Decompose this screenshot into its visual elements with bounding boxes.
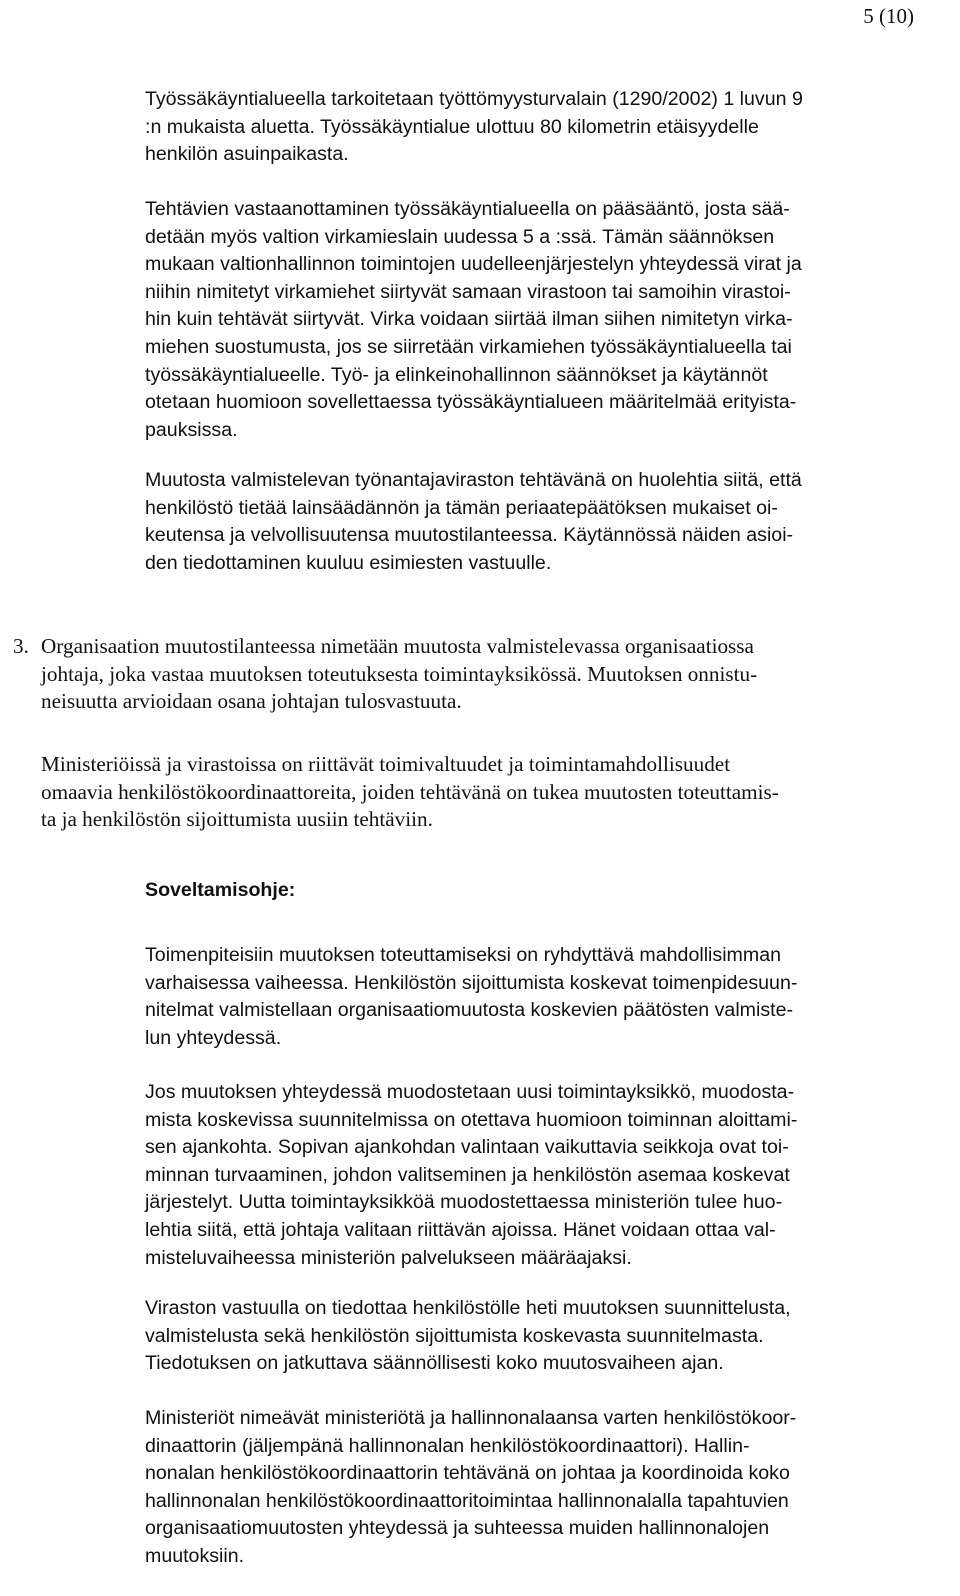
- text-line: detään myös valtion virkamieslain uudessa 5 a :ssä. Tämän säännöksen: [145, 225, 775, 248]
- text-line: minnan turvaaminen, johdon valitseminen ja henkilöstön asemaa koskevat: [145, 1163, 790, 1186]
- text-line: varhaisessa vaiheessa. Henkilöstön sijoittumista koskevat toimenpidesuun-: [145, 971, 798, 994]
- paragraph-coordinators: [41, 751, 941, 834]
- text-line: nitelmat valmistellaan organisaatiomuutosta koskevien päätösten valmiste-: [145, 999, 794, 1022]
- list-item-organisation-leader: [41, 633, 941, 716]
- text-line: Ministeriöissä ja virastoissa on riittävät toimivaltuudet ja toimintamahdollisuudet: [41, 752, 731, 776]
- text-line: pauksissa.: [145, 418, 238, 441]
- paragraph-early-measures: [145, 942, 935, 1052]
- text-line: misteluvaiheessa ministeriön palvelukseen määräajaksi.: [145, 1246, 632, 1269]
- paragraph-informing: [145, 1295, 935, 1378]
- text-line: muutoksiin.: [145, 1544, 245, 1567]
- text-line: den tiedottaminen kuuluu esimiesten vastuulle.: [145, 551, 552, 574]
- text-line: organisaatiomuutosten yhteydessä ja suhteessa muiden hallinnonalojen: [145, 1517, 770, 1540]
- paragraph-employer-duty: [145, 467, 935, 577]
- text-line: :n mukaista aluetta. Työssäkäyntialue ulottuu 80 kilometrin etäisyydelle: [145, 115, 759, 138]
- text-line: lehtia siitä, että johtaja valitaan riittävän ajoissa. Hänet voidaan ottaa val-: [145, 1218, 776, 1241]
- text-line: työssäkäyntialueelle. Työ- ja elinkeinohallinnon säännökset ja käytännöt: [145, 363, 768, 386]
- text-line: lun yhteydessä.: [145, 1026, 282, 1049]
- text-line: hallinnonalan henkilöstökoordinaattoritoimintaa hallinnonalalla tapahtuvien: [145, 1489, 789, 1512]
- text-line: keutensa ja velvollisuutensa muutostilanteessa. Käytännössä näiden asioi-: [145, 524, 794, 547]
- text-line: sen ajankohta. Sopivan ajankohdan valintaan vaikuttavia seikkoja ovat toi-: [145, 1136, 789, 1159]
- paragraph-ministry-coordinator: [145, 1405, 935, 1571]
- text-line: hin kuin tehtävät siirtyvät. Virka voidaan siirtää ilman siihen nimitetyn virka-: [145, 308, 793, 331]
- text-line: nonalan henkilöstökoordinaattorin tehtävänä on johtaa ja koordinoida koko: [145, 1462, 790, 1485]
- text-line: mukaan valtionhallinnon toimintojen uudelleenjärjestelyn yhteydessä virat ja: [145, 253, 802, 276]
- page-number: 5 (10): [863, 4, 914, 28]
- text-line: miehen suostumusta, jos se siirretään virkamiehen työssäkäyntialueella tai: [145, 335, 792, 358]
- section-heading: Soveltamisohje:: [145, 879, 296, 901]
- text-line: Viraston vastuulla on tiedottaa henkilöstölle heti muutoksen suunnittelusta,: [145, 1297, 791, 1319]
- paragraph-new-unit: [145, 1079, 935, 1272]
- text-line: Työssäkäyntialueella tarkoitetaan työttömyysturvalain (1290/2002) 1 luvun 9: [145, 88, 803, 110]
- text-line: mista koskevissa suunnitelmissa on otettava huomioon toiminnan aloittami-: [145, 1108, 798, 1131]
- text-line: Tehtävien vastaanottaminen työssäkäyntialueella on pääsääntö, josta sää-: [145, 198, 790, 220]
- text-line: niihin nimitetyt virkamiehet siirtyvät samaan virastoon tai samoihin virastoi-: [145, 280, 791, 303]
- paragraph-work-area-definition: [145, 86, 935, 169]
- text-line: omaavia henkilöstökoordinaattoreita, joiden tehtävänä on tukea muutosten toteuttamis-: [41, 779, 779, 804]
- text-line: Jos muutoksen yhteydessä muodostetaan uusi toimintayksikkö, muodosta-: [145, 1081, 795, 1103]
- text-line: järjestelyt. Uutta toimintayksikköä muodostettaessa ministeriön tulee huo-: [145, 1191, 783, 1214]
- text-line: johtaja, joka vastaa muutoksen toteutuksesta toimintayksikössä. Muutoksen onnistu-: [41, 661, 758, 686]
- list-item-number: 3.: [13, 634, 29, 658]
- text-line: henkilöstö tietää lainsäädännön ja tämän periaatepäätöksen mukaiset oi-: [145, 496, 778, 519]
- text-line: Muutosta valmistelevan työnantajaviraston tehtävänä on huolehtia siitä, että: [145, 469, 802, 491]
- text-line: Toimenpiteisiin muutoksen toteuttamiseksi on ryhdyttävä mahdollisimman: [145, 944, 781, 966]
- text-line: Organisaation muutostilanteessa nimetään muutosta valmistelevassa organisaatiossa: [41, 634, 754, 658]
- text-line: otetaan huomioon sovellettaessa työssäkäyntialueen määritelmää erityista-: [145, 391, 797, 414]
- text-line: neisuutta arvioidaan osana johtajan tulosvastuuta.: [41, 689, 462, 714]
- text-line: ta ja henkilöstön sijoittumista uusiin tehtäviin.: [41, 807, 433, 832]
- text-line: dinaattorin (jäljempänä hallinnonalan henkilöstökoordinaattori). Hallin-: [145, 1434, 750, 1457]
- paragraph-accepting-tasks: [145, 196, 935, 444]
- text-line: henkilön asuinpaikasta.: [145, 143, 349, 166]
- text-line: valmistelusta sekä henkilöstön sijoittumista koskevasta suunnitelmasta.: [145, 1324, 764, 1347]
- text-line: Tiedotuksen on jatkuttava säännöllisesti koko muutosvaiheen ajan.: [145, 1352, 724, 1375]
- text-line: Ministeriöt nimeävät ministeriötä ja hallinnonalaansa varten henkilöstökoor-: [145, 1407, 797, 1429]
